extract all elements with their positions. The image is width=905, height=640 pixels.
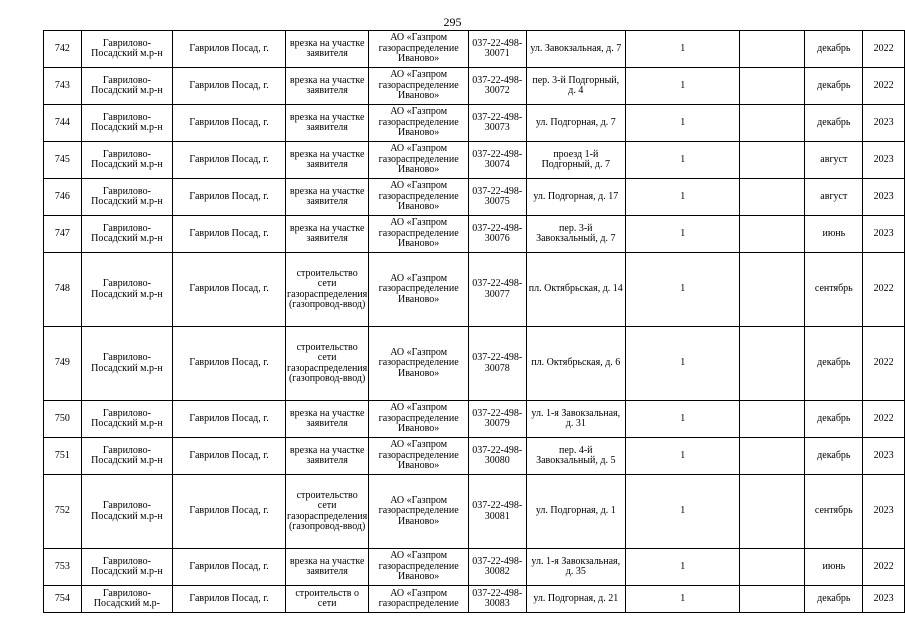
quantity-cell: 1 bbox=[626, 586, 740, 613]
year-cell: 2022 bbox=[863, 68, 905, 105]
district-cell: Гаврилово-Посадский м.р-н bbox=[81, 549, 172, 586]
row-number: 752 bbox=[44, 475, 82, 549]
quantity-cell: 1 bbox=[626, 68, 740, 105]
year-cell: 2023 bbox=[863, 586, 905, 613]
table-row bbox=[44, 179, 905, 216]
month-cell: декабрь bbox=[805, 68, 863, 105]
district-cell: Гаврилово-Посадский м.р-н bbox=[81, 142, 172, 179]
table-row bbox=[44, 105, 905, 142]
address-cell: ул. Подгорная, д. 21 bbox=[526, 586, 625, 613]
address-cell: пл. Октябрьская, д. 6 bbox=[526, 327, 625, 401]
table-row bbox=[44, 438, 905, 475]
work-type-cell: врезка на участке заявителя bbox=[286, 438, 369, 475]
company-cell: АО «Газпром газораспределение bbox=[369, 586, 469, 613]
object-code-cell: 037-22-498-30082 bbox=[469, 549, 527, 586]
work-type-cell: врезка на участке заявителя bbox=[286, 401, 369, 438]
company-cell: АО «Газпром газораспределение Иваново» bbox=[369, 253, 469, 327]
work-type-cell: строительство сети газораспределения (газопровод-ввод) bbox=[286, 475, 369, 549]
address-cell: пер. 3-й Завокзальный, д. 7 bbox=[526, 216, 625, 253]
quantity-cell: 1 bbox=[626, 253, 740, 327]
empty-cell bbox=[740, 549, 805, 586]
table-row bbox=[44, 475, 905, 549]
object-code-cell: 037-22-498-30076 bbox=[469, 216, 527, 253]
table-row bbox=[44, 549, 905, 586]
empty-cell bbox=[740, 179, 805, 216]
address-cell: ул. Подгорная, д. 7 bbox=[526, 105, 625, 142]
quantity-cell: 1 bbox=[626, 179, 740, 216]
year-cell: 2022 bbox=[863, 327, 905, 401]
row-number: 748 bbox=[44, 253, 82, 327]
object-code-cell: 037-22-498-30083 bbox=[469, 586, 527, 613]
month-cell: сентябрь bbox=[805, 475, 863, 549]
year-cell: 2022 bbox=[863, 401, 905, 438]
address-cell: ул. 1-я Завокзальная, д. 35 bbox=[526, 549, 625, 586]
company-cell: АО «Газпром газораспределение Иваново» bbox=[369, 401, 469, 438]
empty-cell bbox=[740, 327, 805, 401]
locality-cell: Гаврилов Посад, г. bbox=[173, 438, 286, 475]
work-type-cell: врезка на участке заявителя bbox=[286, 142, 369, 179]
company-cell: АО «Газпром газораспределение Иваново» bbox=[369, 31, 469, 68]
quantity-cell: 1 bbox=[626, 327, 740, 401]
locality-cell: Гаврилов Посад, г. bbox=[173, 31, 286, 68]
row-number: 745 bbox=[44, 142, 82, 179]
address-cell: пер. 4-й Завокзальный, д. 5 bbox=[526, 438, 625, 475]
month-cell: декабрь bbox=[805, 105, 863, 142]
company-cell: АО «Газпром газораспределение Иваново» bbox=[369, 179, 469, 216]
quantity-cell: 1 bbox=[626, 475, 740, 549]
table-row bbox=[44, 216, 905, 253]
row-number: 751 bbox=[44, 438, 82, 475]
object-code-cell: 037-22-498-30071 bbox=[469, 31, 527, 68]
district-cell: Гаврилово-Посадский м.р-н bbox=[81, 105, 172, 142]
work-type-cell: врезка на участке заявителя bbox=[286, 105, 369, 142]
quantity-cell: 1 bbox=[626, 438, 740, 475]
object-code-cell: 037-22-498-30081 bbox=[469, 475, 527, 549]
table-row bbox=[44, 401, 905, 438]
work-type-cell: строительство сети газораспределения (газопровод-ввод) bbox=[286, 253, 369, 327]
locality-cell: Гаврилов Посад, г. bbox=[173, 68, 286, 105]
company-cell: АО «Газпром газораспределение Иваново» bbox=[369, 549, 469, 586]
locality-cell: Гаврилов Посад, г. bbox=[173, 549, 286, 586]
district-cell: Гаврилово-Посадский м.р- bbox=[81, 586, 172, 613]
district-cell: Гаврилово-Посадский м.р-н bbox=[81, 253, 172, 327]
address-cell: пл. Октябрьская, д. 14 bbox=[526, 253, 625, 327]
month-cell: июнь bbox=[805, 549, 863, 586]
district-cell: Гаврилово-Посадский м.р-н bbox=[81, 401, 172, 438]
empty-cell bbox=[740, 31, 805, 68]
work-type-cell: врезка на участке заявителя bbox=[286, 68, 369, 105]
year-cell: 2023 bbox=[863, 216, 905, 253]
empty-cell bbox=[740, 68, 805, 105]
empty-cell bbox=[740, 253, 805, 327]
address-cell: проезд 1-й Подгорный, д. 7 bbox=[526, 142, 625, 179]
address-cell: пер. 3-й Подгорный, д. 4 bbox=[526, 68, 625, 105]
table-row bbox=[44, 327, 905, 401]
quantity-cell: 1 bbox=[626, 549, 740, 586]
month-cell: декабрь bbox=[805, 327, 863, 401]
locality-cell: Гаврилов Посад, г. bbox=[173, 253, 286, 327]
company-cell: АО «Газпром газораспределение Иваново» bbox=[369, 68, 469, 105]
month-cell: июнь bbox=[805, 216, 863, 253]
company-cell: АО «Газпром газораспределение Иваново» bbox=[369, 438, 469, 475]
row-number: 749 bbox=[44, 327, 82, 401]
table-row bbox=[44, 31, 905, 68]
object-code-cell: 037-22-498-30075 bbox=[469, 179, 527, 216]
district-cell: Гаврилово-Посадский м.р-н bbox=[81, 31, 172, 68]
year-cell: 2022 bbox=[863, 549, 905, 586]
company-cell: АО «Газпром газораспределение Иваново» bbox=[369, 216, 469, 253]
locality-cell: Гаврилов Посад, г. bbox=[173, 401, 286, 438]
company-cell: АО «Газпром газораспределение Иваново» bbox=[369, 475, 469, 549]
quantity-cell: 1 bbox=[626, 105, 740, 142]
object-code-cell: 037-22-498-30080 bbox=[469, 438, 527, 475]
row-number: 754 bbox=[44, 586, 82, 613]
table-row bbox=[44, 142, 905, 179]
work-type-cell: врезка на участке заявителя bbox=[286, 31, 369, 68]
empty-cell bbox=[740, 142, 805, 179]
company-cell: АО «Газпром газораспределение Иваново» bbox=[369, 105, 469, 142]
work-type-cell: строительств о сети bbox=[286, 586, 369, 613]
work-type-cell: врезка на участке заявителя bbox=[286, 216, 369, 253]
month-cell: август bbox=[805, 142, 863, 179]
year-cell: 2023 bbox=[863, 142, 905, 179]
work-type-cell: строительство сети газораспределения (газопровод-ввод) bbox=[286, 327, 369, 401]
district-cell: Гаврилово-Посадский м.р-н bbox=[81, 216, 172, 253]
locality-cell: Гаврилов Посад, г. bbox=[173, 105, 286, 142]
address-cell: ул. Подгорная, д. 1 bbox=[526, 475, 625, 549]
object-code-cell: 037-22-498-30078 bbox=[469, 327, 527, 401]
empty-cell bbox=[740, 586, 805, 613]
locality-cell: Гаврилов Посад, г. bbox=[173, 179, 286, 216]
address-cell: ул. 1-я Завокзальная, д. 31 bbox=[526, 401, 625, 438]
month-cell: декабрь bbox=[805, 401, 863, 438]
year-cell: 2023 bbox=[863, 105, 905, 142]
district-cell: Гаврилово-Посадский м.р-н bbox=[81, 438, 172, 475]
row-number: 747 bbox=[44, 216, 82, 253]
empty-cell bbox=[740, 438, 805, 475]
empty-cell bbox=[740, 401, 805, 438]
locality-cell: Гаврилов Посад, г. bbox=[173, 327, 286, 401]
quantity-cell: 1 bbox=[626, 31, 740, 68]
object-code-cell: 037-22-498-30072 bbox=[469, 68, 527, 105]
quantity-cell: 1 bbox=[626, 216, 740, 253]
empty-cell bbox=[740, 216, 805, 253]
year-cell: 2022 bbox=[863, 31, 905, 68]
address-cell: ул. Завокзальная, д. 7 bbox=[526, 31, 625, 68]
row-number: 750 bbox=[44, 401, 82, 438]
district-cell: Гаврилово-Посадский м.р-н bbox=[81, 327, 172, 401]
table-row bbox=[44, 68, 905, 105]
company-cell: АО «Газпром газораспределение Иваново» bbox=[369, 142, 469, 179]
registry-table bbox=[43, 30, 905, 613]
district-cell: Гаврилово-Посадский м.р-н bbox=[81, 68, 172, 105]
row-number: 743 bbox=[44, 68, 82, 105]
month-cell: август bbox=[805, 179, 863, 216]
object-code-cell: 037-22-498-30073 bbox=[469, 105, 527, 142]
empty-cell bbox=[740, 475, 805, 549]
row-number: 744 bbox=[44, 105, 82, 142]
work-type-cell: врезка на участке заявителя bbox=[286, 179, 369, 216]
locality-cell: Гаврилов Посад, г. bbox=[173, 142, 286, 179]
month-cell: сентябрь bbox=[805, 253, 863, 327]
month-cell: декабрь bbox=[805, 438, 863, 475]
empty-cell bbox=[740, 105, 805, 142]
company-cell: АО «Газпром газораспределение Иваново» bbox=[369, 327, 469, 401]
row-number: 742 bbox=[44, 31, 82, 68]
district-cell: Гаврилово-Посадский м.р-н bbox=[81, 179, 172, 216]
year-cell: 2022 bbox=[863, 253, 905, 327]
year-cell: 2023 bbox=[863, 179, 905, 216]
year-cell: 2023 bbox=[863, 475, 905, 549]
object-code-cell: 037-22-498-30074 bbox=[469, 142, 527, 179]
month-cell: декабрь bbox=[805, 586, 863, 613]
object-code-cell: 037-22-498-30077 bbox=[469, 253, 527, 327]
district-cell: Гаврилово-Посадский м.р-н bbox=[81, 475, 172, 549]
quantity-cell: 1 bbox=[626, 401, 740, 438]
row-number: 746 bbox=[44, 179, 82, 216]
page-number: 295 bbox=[443, 15, 462, 29]
table-row bbox=[44, 586, 905, 613]
locality-cell: Гаврилов Посад, г. bbox=[173, 475, 286, 549]
locality-cell: Гаврилов Посад, г. bbox=[173, 586, 286, 613]
address-cell: ул. Подгорная, д. 17 bbox=[526, 179, 625, 216]
month-cell: декабрь bbox=[805, 31, 863, 68]
quantity-cell: 1 bbox=[626, 142, 740, 179]
year-cell: 2023 bbox=[863, 438, 905, 475]
row-number: 753 bbox=[44, 549, 82, 586]
object-code-cell: 037-22-498-30079 bbox=[469, 401, 527, 438]
locality-cell: Гаврилов Посад, г. bbox=[173, 216, 286, 253]
table-row bbox=[44, 253, 905, 327]
work-type-cell: врезка на участке заявителя bbox=[286, 549, 369, 586]
